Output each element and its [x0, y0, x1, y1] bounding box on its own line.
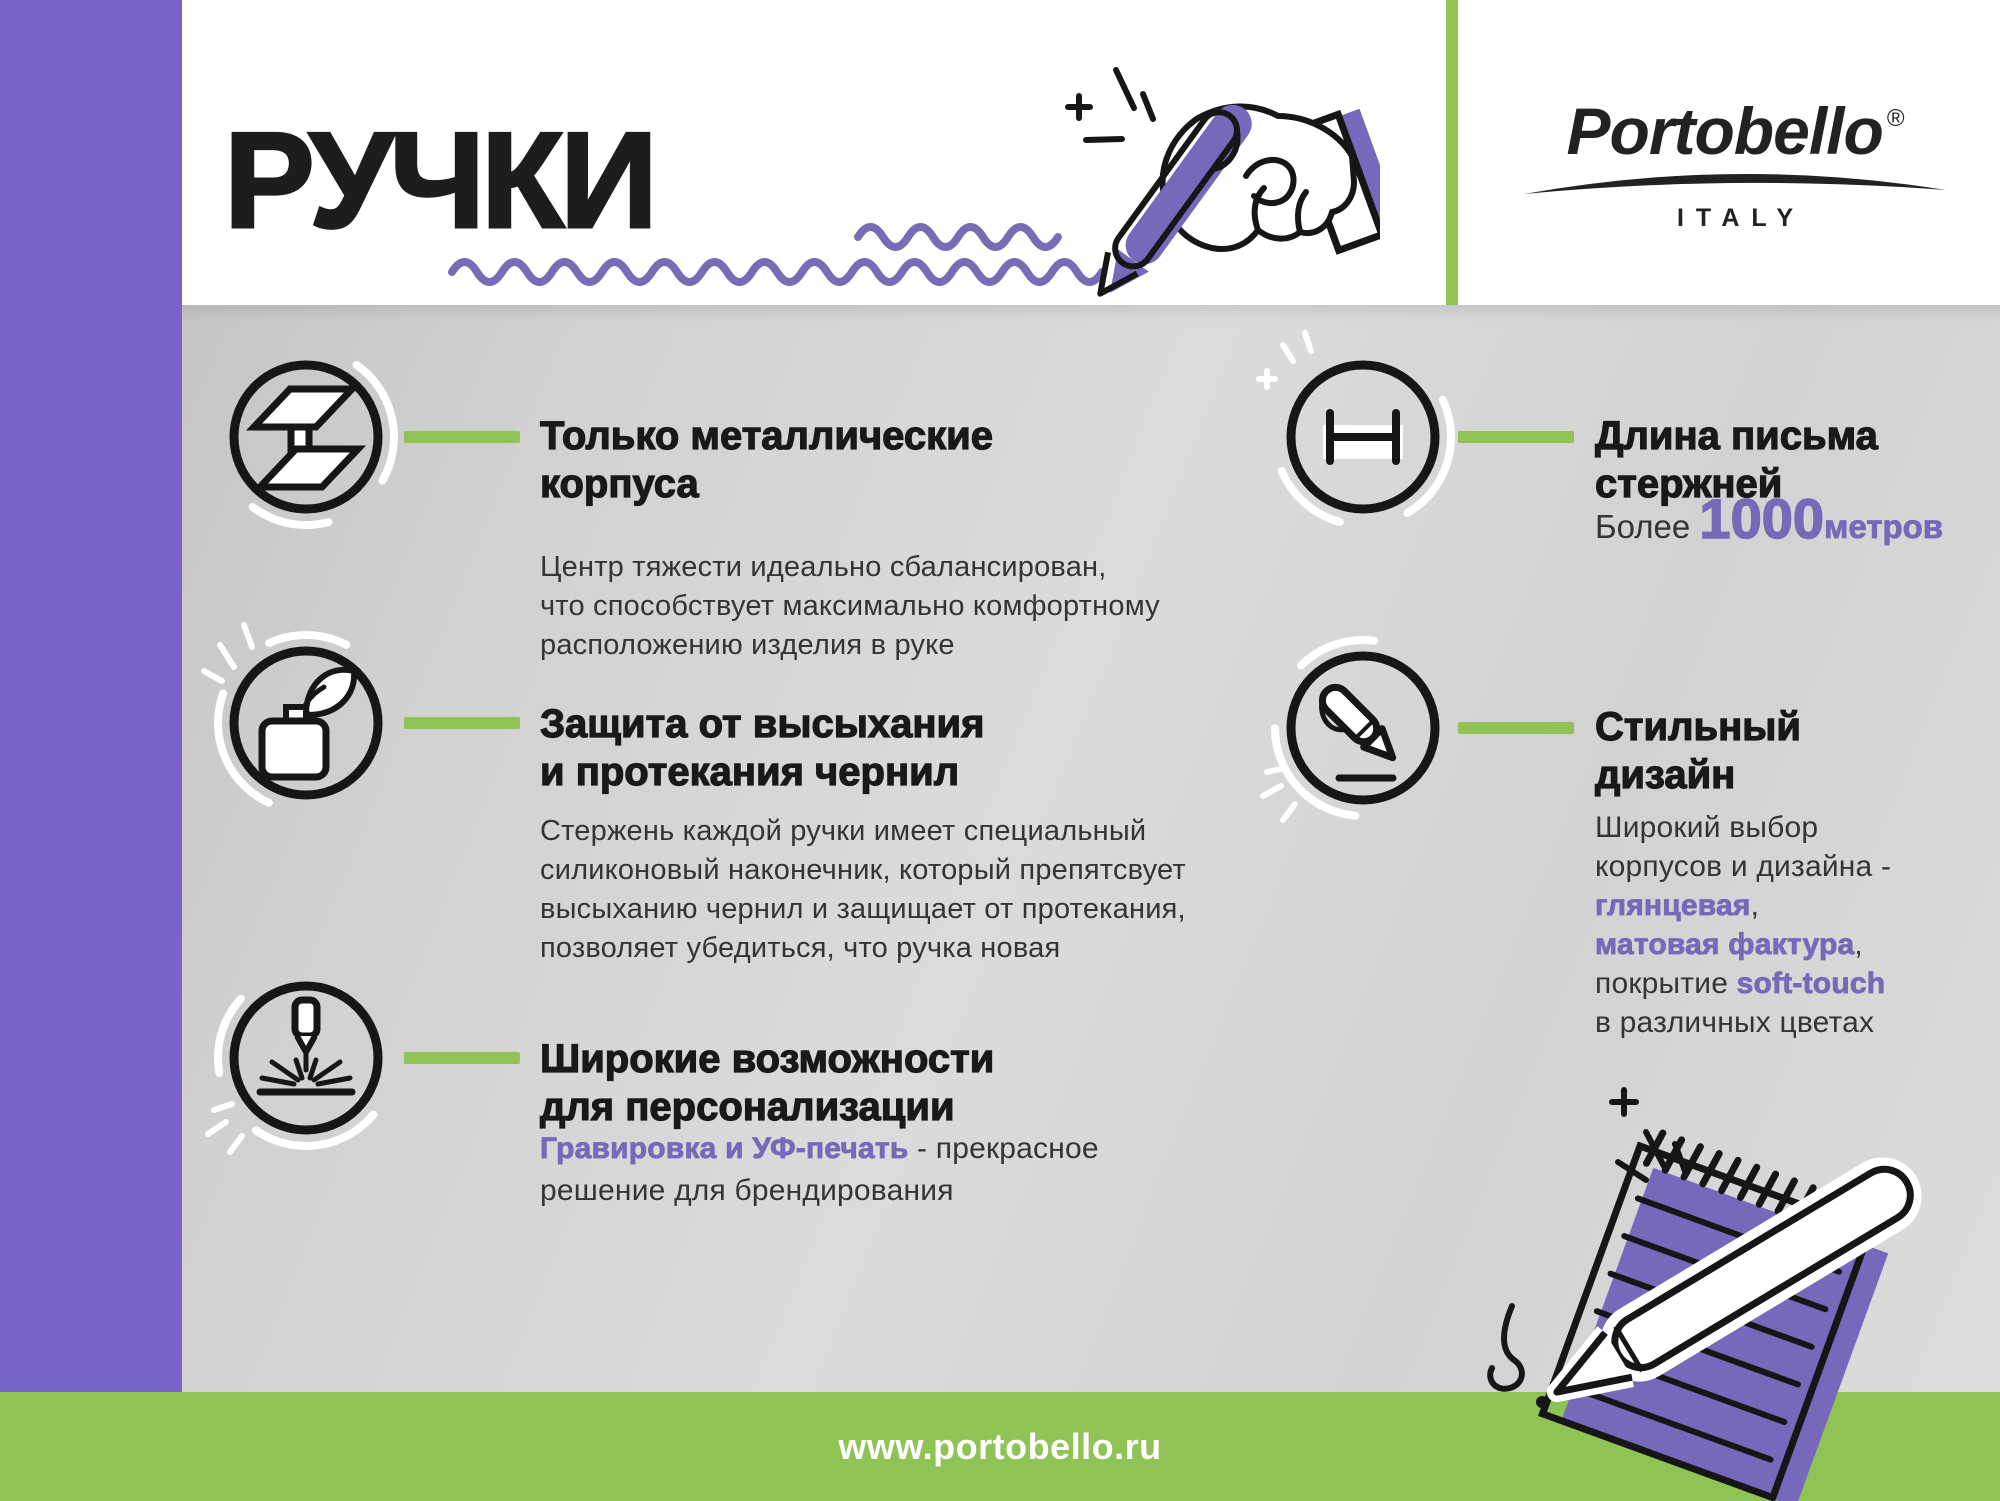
feature-heading-design: Стильный дизайн [1595, 705, 1801, 797]
page-title: РУЧКИ [224, 104, 654, 256]
metal-beam-icon [191, 322, 421, 552]
soft-touch-accent: soft-touch [1736, 967, 1886, 1000]
connector-line [404, 1052, 520, 1064]
registered-mark: ® [1886, 105, 1904, 132]
pen-design-icon [1248, 613, 1478, 843]
matte-accent: матовая фактура [1595, 928, 1855, 961]
refill-length-icon [1248, 322, 1478, 552]
website-url: www.portobello.ru [838, 1425, 1162, 1467]
notebook-pen-illustration [1470, 1058, 1990, 1501]
refill-length-stat [1595, 486, 1943, 551]
engraving-accent: Гравировка и УФ-печать [540, 1132, 909, 1165]
feature-body-ink: Стержень каждой ручки имеет специальный силиконовый наконечник, который препятсвует высыханию чернил и защищает от протекания, позволяет убедиться, что ручка новая [540, 815, 1186, 964]
stat-value: 1000 [1699, 487, 1824, 550]
laser-engraving-icon [191, 943, 421, 1173]
brand-country: ITALY [1676, 204, 1806, 232]
ink-protection-icon [191, 608, 421, 838]
feature-heading-metal: Только металлические корпуса [540, 414, 993, 506]
feature-body-metal: Центр тяжести идеально сбалансирован, что способствует максимально комфортному расположению изделия в руке [540, 551, 1160, 661]
brand-logo [1520, 94, 1950, 233]
feature-heading-length: Длина письма стержней [1595, 414, 1878, 506]
feature-heading-personalization: Широкие возможности для персонализации [540, 1037, 995, 1129]
glossy-accent: глянцевая [1595, 889, 1751, 922]
stat-unit: метров [1824, 508, 1944, 545]
feature-body-personalization: Гравировка и УФ-печать - прекрасное решение для брендирования [540, 1132, 1099, 1207]
connector-line [1458, 722, 1574, 734]
connector-line [1458, 431, 1574, 443]
brand-name: Portobello ® [1566, 94, 1904, 168]
feature-body-design: Широкий выбор корпусов и дизайна - глянцевая, матовая фактура, покрытие soft-touch в различных цветах [1595, 811, 1892, 1039]
stat-prefix: Более [1595, 508, 1700, 545]
feature-heading-ink: Защита от высыхания и протекания чернил [540, 702, 985, 794]
brand-swoosh [1520, 170, 1950, 200]
connector-line [404, 431, 520, 443]
connector-line [404, 717, 520, 729]
hand-pen-illustration [1040, 52, 1380, 300]
